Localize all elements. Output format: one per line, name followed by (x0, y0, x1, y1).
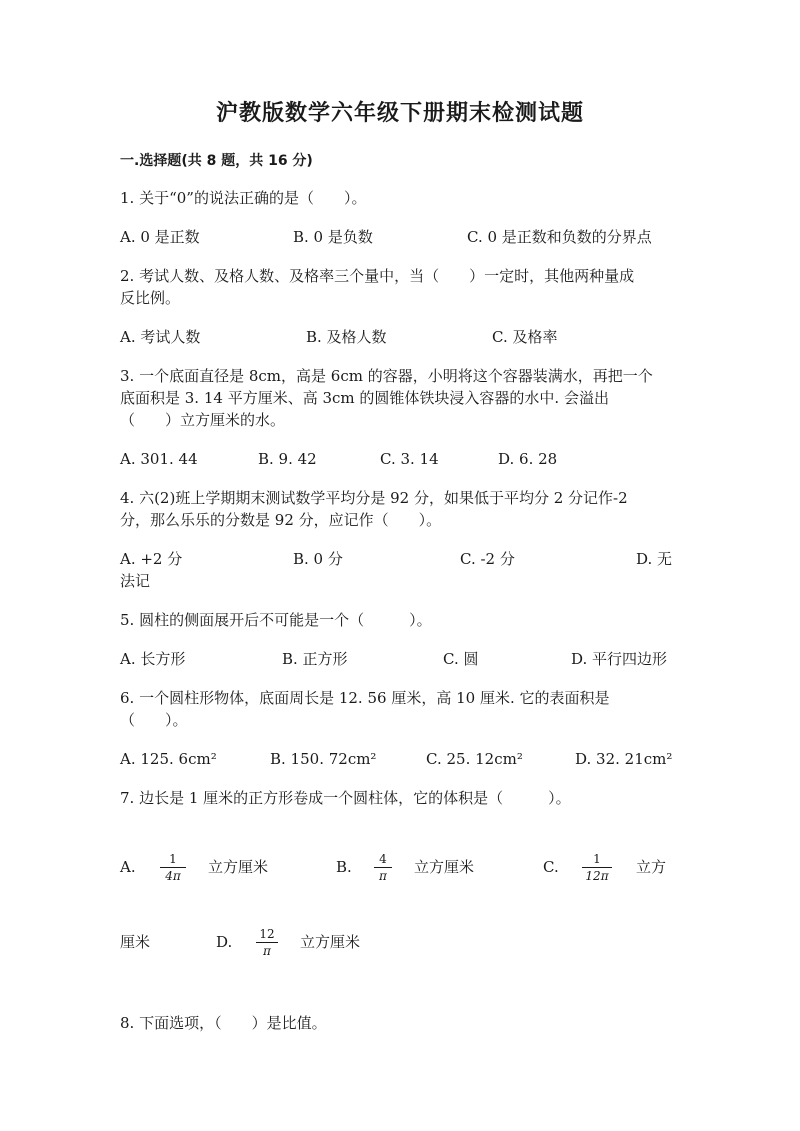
question-7-text: 7. 边长是 1 厘米的正方形卷成一个圆柱体，它的体积是（ ）。 (120, 789, 571, 807)
question-8-text: 8. 下面选项，（ ）是比值。 (120, 1014, 327, 1032)
q7-option-d-fraction (256, 927, 278, 958)
q7-option-d-label: D. (216, 933, 233, 951)
question-6-text-line2: （ ）。 (120, 711, 188, 729)
q7-option-b-fraction (374, 852, 392, 883)
question-3-text-line3: （ ）立方厘米的水。 (120, 411, 286, 429)
page-title: 沪教版数学六年级下册期末检测试题 (215, 101, 584, 126)
q1-option-a: A. 0 是正数 (120, 228, 200, 246)
q3-option-b: B. 9. 42 (258, 450, 317, 468)
q5-option-c: C. 圆 (443, 650, 479, 668)
q4-option-c: C. -2 分 (460, 550, 515, 568)
q6-option-d: D. 32. 21cm² (575, 750, 673, 768)
fraction-numerator: 1 (593, 852, 601, 866)
q5-option-d: D. 平行四边形 (571, 650, 668, 668)
q2-option-c: C. 及格率 (492, 328, 558, 346)
q2-option-b: B. 及格人数 (306, 328, 387, 346)
question-6-text-line1: 6. 一个圆柱形物体，底面周长是 12. 56 厘米，高 10 厘米. 它的表面积是 (120, 689, 610, 707)
q1-option-b: B. 0 是负数 (293, 228, 373, 246)
fraction-denominator: 12π (585, 869, 609, 883)
q7-option-b-unit: 立方厘米 (414, 858, 475, 876)
q2-option-a: A. 考试人数 (120, 328, 201, 346)
q5-option-a: A. 长方形 (120, 650, 186, 668)
question-4-text-line2: 分，那么乐乐的分数是 92 分，应记作（ ）。 (120, 511, 442, 529)
q7-option-a-fraction (160, 852, 186, 883)
question-2-text-line1: 2. 考试人数、及格人数、及格率三个量中，当（ ）一定时，其他两种量成 (120, 267, 635, 285)
question-5-text: 5. 圆柱的侧面展开后不可能是一个（ ）。 (120, 611, 432, 629)
q6-option-c: C. 25. 12cm² (426, 750, 523, 768)
section-heading: 一.选择题(共 8 题，共 16 分) (120, 153, 313, 169)
question-4-text-line1: 4. 六(2)班上学期期末测试数学平均分是 92 分，如果低于平均分 2 分记作-2 (120, 489, 628, 507)
q7-option-c-label: C. (543, 858, 559, 876)
question-3-text-line1: 3. 一个底面直径是 8cm，高是 6cm 的容器，小明将这个容器装满水，再把一个 (120, 367, 653, 385)
q7-option-b-label: B. (336, 858, 352, 876)
question-2-text-line2: 反比例。 (120, 289, 181, 307)
fraction-numerator: 12 (259, 927, 275, 941)
q4-option-d-wrap: 法记 (120, 572, 151, 590)
question-1-text: 1. 关于“0”的说法正确的是（ ）。 (120, 189, 367, 207)
q7-option-c-unit: 立方 (636, 858, 667, 876)
fraction-numerator: 1 (169, 852, 177, 866)
q6-option-b: B. 150. 72cm² (270, 750, 377, 768)
q3-option-c: C. 3. 14 (380, 450, 439, 468)
q7-option-d-unit: 立方厘米 (300, 933, 361, 951)
q4-option-a: A. +2 分 (120, 550, 183, 568)
fraction-denominator: π (379, 869, 387, 883)
q3-option-d: D. 6. 28 (498, 450, 558, 468)
q6-option-a: A. 125. 6cm² (120, 750, 217, 768)
fraction-denominator: π (263, 944, 271, 958)
q7-option-c-unit-wrap: 厘米 (120, 933, 151, 951)
question-3-text-line2: 底面积是 3. 14 平方厘米、高 3cm 的圆锥体铁块浸入容器的水中. 会溢出 (120, 389, 609, 407)
q7-option-c-fraction (582, 852, 612, 883)
q4-option-b: B. 0 分 (293, 550, 343, 568)
q5-option-b: B. 正方形 (282, 650, 348, 668)
q7-option-a-label: A. (120, 858, 136, 876)
fraction-numerator: 4 (379, 852, 387, 866)
q7-option-a-unit: 立方厘米 (208, 858, 269, 876)
fraction-denominator: 4π (165, 869, 181, 883)
q3-option-a: A. 301. 44 (120, 450, 198, 468)
q1-option-c: C. 0 是正数和负数的分界点 (467, 228, 652, 246)
q4-option-d: D. 无 (636, 550, 673, 568)
